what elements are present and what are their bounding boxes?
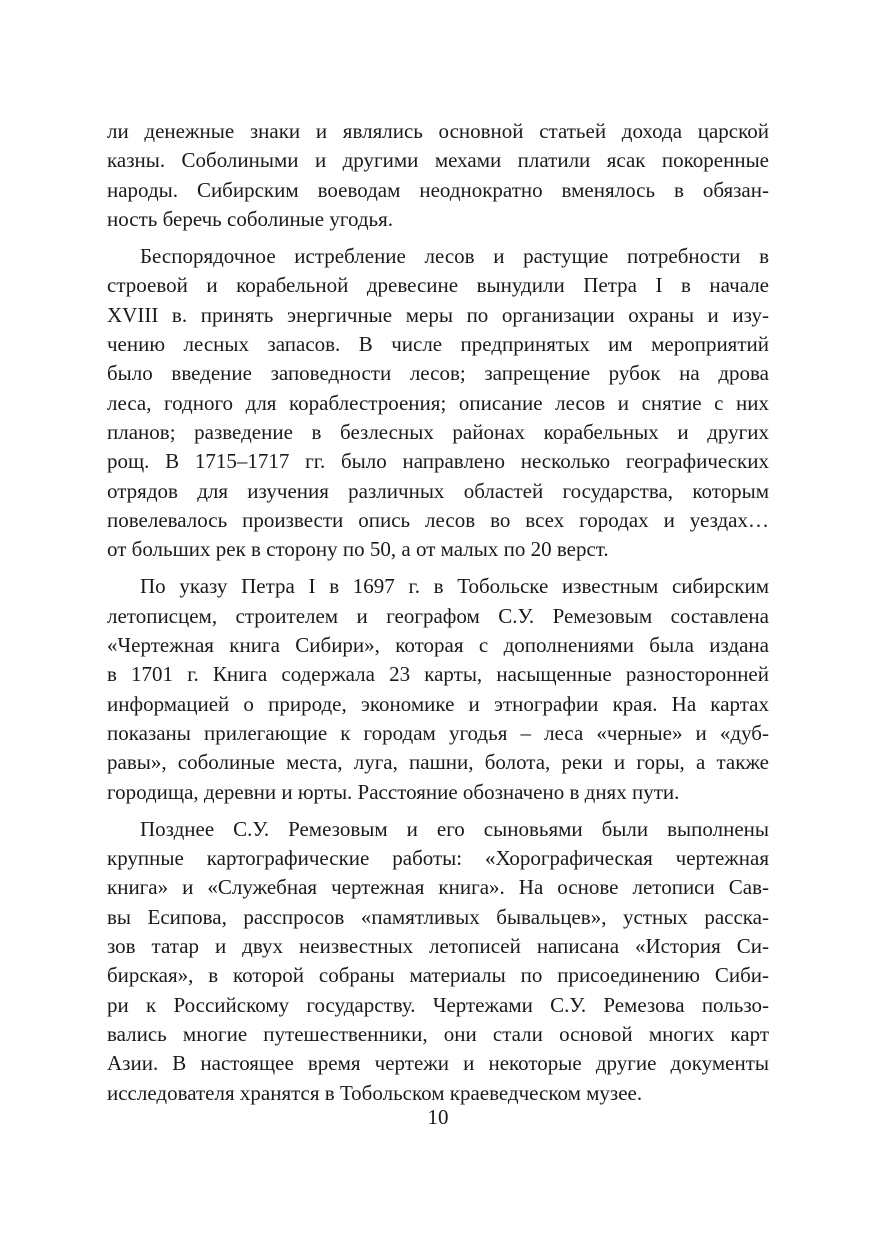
text-line: Азии. В настоящее время чертежи и некоторые другие документы — [107, 1051, 769, 1076]
text-line: городища, деревни и юрты. Расстояние обозначено в днях пути. — [107, 779, 680, 804]
paragraph-4 — [107, 815, 769, 1108]
text-line: летописцем, строителем и географом С.У. Ремезовым составлена — [107, 603, 769, 628]
text-line: равы», соболиные места, луга, пашни, болота, реки и горы, а также — [107, 750, 769, 775]
text-line: в 1701 г. Книга содержала 23 карты, насыщенные разносторонней — [107, 662, 769, 687]
text-line: планов; разведение в безлесных районах корабельных и других — [107, 419, 769, 444]
text-line: Беспорядочное истребление лесов и растущие потребности в — [140, 244, 769, 269]
text-line: повелевалось произвести опись лесов во всех городах и уездах… — [107, 507, 769, 532]
text-line: леса, годного для кораблестроения; описание лесов и снятие с них — [107, 390, 769, 415]
paragraph-1 — [107, 117, 769, 234]
page-body — [107, 117, 769, 1108]
text-line: вались многие путешественники, они стали основой многих карт — [107, 1021, 769, 1046]
text-line: было введение заповедности лесов; запрещение рубок на дрова — [107, 361, 769, 386]
text-line: крупные картографические работы: «Хорографическая чертежная — [107, 846, 769, 871]
text-line: исследователя хранятся в Тобольском краеведческом музее. — [107, 1080, 643, 1105]
text-line: бирская», в которой собраны материалы по присоединению Сиби- — [107, 963, 769, 988]
text-line: показаны прилегающие к городам угодья – леса «черные» и «дуб- — [107, 720, 769, 745]
page-number: 10 — [427, 1105, 449, 1129]
text-line: от больших рек в сторону по 50, а от малых по 20 верст. — [107, 537, 609, 562]
paragraph-3 — [107, 572, 769, 806]
text-line: рощ. В 1715–1717 гг. было направлено несколько географических — [107, 449, 769, 474]
text-line: книга» и «Служебная чертежная книга». На основе летописи Сав- — [107, 875, 769, 900]
text-line: Позднее С.У. Ремезовым и его сыновьями были выполнены — [140, 816, 769, 841]
paragraph-2 — [107, 242, 769, 564]
text-line: информацией о природе, экономике и этнографии края. На картах — [107, 691, 769, 716]
text-line: «Чертежная книга Сибири», которая с дополнениями была издана — [107, 633, 769, 658]
text-line: отрядов для изучения различных областей государства, которым — [107, 478, 769, 503]
text-line: чению лесных запасов. В числе предпринятых им мероприятий — [107, 332, 769, 357]
text-line: ри к Российскому государству. Чертежами С.У. Ремезова пользо- — [107, 992, 769, 1017]
text-line: строевой и корабельной древесине вынудили Петра I в начале — [107, 273, 769, 298]
text-line: ли денежные знаки и являлись основной статьей дохода царской — [107, 119, 769, 143]
text-line: зов татар и двух неизвестных летописей написана «История Си- — [107, 934, 769, 959]
text-line: народы. Сибирским воеводам неоднократно вменялось в обязан- — [107, 177, 769, 202]
text-line: По указу Петра I в 1697 г. в Тобольске известным сибирским — [140, 574, 769, 599]
text-line: казны. Соболиными и другими мехами платили ясак покоренные — [107, 148, 769, 173]
text-line: ность беречь соболиные угодья. — [107, 206, 394, 231]
text-line: XVIII в. принять энергичные меры по организации охраны и изу- — [107, 302, 769, 327]
text-line: вы Есипова, расспросов «памятливых бывальцев», устных расска- — [107, 904, 769, 929]
